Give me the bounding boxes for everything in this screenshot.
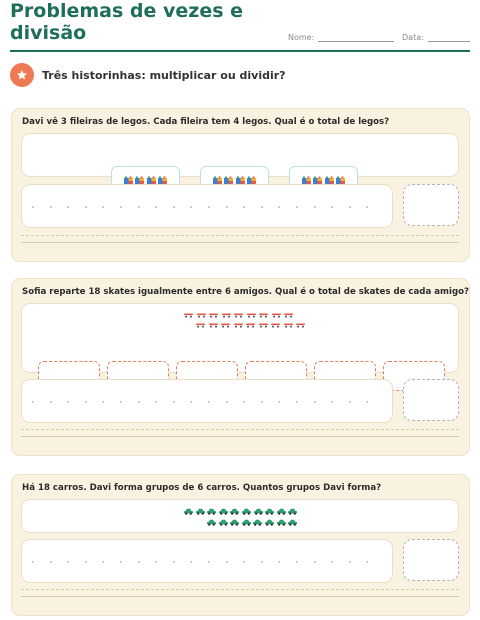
skateboard-icon: [209, 323, 218, 328]
writing-dot: [138, 401, 140, 403]
skate-illustration-panel: [21, 303, 459, 373]
writing-dot: [138, 561, 140, 563]
final-answer-box[interactable]: [403, 184, 459, 226]
problem-card-1: [11, 108, 470, 262]
writing-dot: [349, 206, 351, 208]
car-icon: [265, 519, 274, 526]
lego-icon: [224, 176, 233, 184]
writing-dot: [366, 561, 368, 563]
question-3: Há 18 carros. Davi forma grupos de 6 carros. Quantos grupos Davi forma?: [22, 483, 382, 493]
car-icon: [242, 508, 251, 515]
skateboard-icon: [296, 323, 305, 328]
writing-dot: [226, 561, 228, 563]
car-icon: [207, 519, 216, 526]
writing-dot: [208, 561, 210, 563]
writing-base-line: [21, 596, 459, 597]
writing-dot: [366, 401, 368, 403]
final-answer-box[interactable]: [403, 379, 459, 421]
skateboard-icon: [196, 323, 205, 328]
car-icon: [253, 519, 262, 526]
car-icon: [219, 519, 228, 526]
car-icon: [184, 508, 193, 515]
car-icon: [254, 508, 263, 515]
date-label: Data:: [402, 33, 424, 42]
writing-dot: [190, 206, 192, 208]
date-line: [428, 34, 470, 42]
writing-dot: [349, 401, 351, 403]
name-line: [318, 34, 394, 42]
name-field[interactable]: [288, 33, 394, 42]
working-answer-box[interactable]: [21, 539, 393, 583]
section-subtitle: Três historinhas: multiplicar ou dividir?: [42, 68, 286, 82]
car-illustration-panel: [21, 499, 459, 533]
skateboard-icon: [234, 313, 243, 318]
lego-icon: [336, 176, 345, 184]
writing-dot: [155, 561, 157, 563]
writing-dot: [155, 401, 157, 403]
writing-guide-line: [21, 589, 459, 590]
skateboard-icon: [247, 313, 256, 318]
writing-dot: [120, 401, 122, 403]
writing-dot: [261, 206, 263, 208]
lego-icon: [213, 176, 222, 184]
writing-base-line: [21, 436, 459, 437]
car-row-bottom: [207, 519, 300, 526]
writing-dot: [243, 401, 245, 403]
car-icon: [196, 508, 205, 515]
star-icon: [10, 63, 34, 87]
lego-icon: [236, 176, 245, 184]
writing-dot: [67, 561, 69, 563]
lego-icon: [147, 176, 156, 184]
writing-dot: [32, 561, 34, 563]
writing-dot: [331, 401, 333, 403]
lego-icon: [313, 176, 322, 184]
writing-dot: [261, 401, 263, 403]
writing-dot: [67, 206, 69, 208]
writing-dot: [102, 561, 104, 563]
writing-dot: [208, 206, 210, 208]
writing-dot: [50, 206, 52, 208]
writing-dot: [173, 561, 175, 563]
writing-guide-line: [21, 235, 459, 236]
writing-dot: [261, 561, 263, 563]
skateboard-icon: [221, 323, 230, 328]
writing-dot: [226, 401, 228, 403]
skate-row-bottom: [196, 323, 309, 328]
writing-dot: [243, 206, 245, 208]
writing-dot: [173, 206, 175, 208]
writing-dot: [102, 206, 104, 208]
writing-dot: [296, 206, 298, 208]
writing-dot: [85, 206, 87, 208]
lego-icon: [124, 176, 133, 184]
skateboard-icon: [284, 323, 293, 328]
working-answer-box[interactable]: [21, 184, 393, 228]
skateboard-icon: [234, 323, 243, 328]
section-heading: [10, 62, 286, 88]
writing-dot: [120, 561, 122, 563]
skateboard-icon: [222, 313, 231, 318]
writing-dot: [366, 206, 368, 208]
writing-dot: [226, 206, 228, 208]
car-row-top: [184, 508, 300, 515]
writing-dot: [278, 206, 280, 208]
lego-icon: [135, 176, 144, 184]
name-label: Nome:: [288, 33, 315, 42]
car-icon: [288, 519, 297, 526]
writing-dot: [120, 206, 122, 208]
page-title: Problemas de vezes e divisão: [10, 0, 244, 44]
final-answer-box[interactable]: [403, 539, 459, 581]
writing-guide-line: [21, 429, 459, 430]
writing-dot: [208, 401, 210, 403]
writing-dot: [278, 401, 280, 403]
lego-icon: [302, 176, 311, 184]
skateboard-icon: [184, 313, 193, 318]
writing-dot: [50, 401, 52, 403]
car-icon: [265, 508, 274, 515]
lego-icon: [325, 176, 334, 184]
car-icon: [230, 508, 239, 515]
writing-dot: [32, 206, 34, 208]
writing-dot: [190, 401, 192, 403]
skateboard-icon: [246, 323, 255, 328]
skateboard-icon: [259, 313, 268, 318]
car-icon: [219, 508, 228, 515]
car-icon: [242, 519, 251, 526]
problem-card-2: [11, 278, 470, 456]
skateboard-icon: [272, 313, 281, 318]
writing-dot: [243, 561, 245, 563]
writing-dot: [349, 561, 351, 563]
writing-dot: [331, 206, 333, 208]
worksheet-header: [10, 0, 470, 52]
writing-dot: [278, 561, 280, 563]
lego-icon: [247, 176, 256, 184]
skateboard-icon: [271, 323, 280, 328]
writing-dot: [190, 561, 192, 563]
writing-dot: [314, 561, 316, 563]
writing-dot: [67, 401, 69, 403]
problem-card-3: [11, 474, 470, 616]
writing-base-line: [21, 242, 459, 243]
skateboard-icon: [284, 313, 293, 318]
car-icon: [230, 519, 239, 526]
writing-dot: [314, 206, 316, 208]
writing-dot: [85, 401, 87, 403]
writing-dot: [102, 401, 104, 403]
writing-dot: [296, 561, 298, 563]
writing-dot: [173, 401, 175, 403]
writing-dot: [331, 561, 333, 563]
writing-dot: [314, 401, 316, 403]
skateboard-icon: [197, 313, 206, 318]
lego-icon: [158, 176, 167, 184]
writing-dot: [85, 561, 87, 563]
skateboard-icon: [209, 313, 218, 318]
date-field[interactable]: [402, 33, 470, 42]
writing-dot: [32, 401, 34, 403]
writing-dot: [296, 401, 298, 403]
writing-dot: [138, 206, 140, 208]
car-icon: [277, 519, 286, 526]
car-icon: [207, 508, 216, 515]
skateboard-icon: [259, 323, 268, 328]
skate-row-top: [184, 313, 297, 318]
car-icon: [288, 508, 297, 515]
working-answer-box[interactable]: [21, 379, 393, 423]
writing-dot: [155, 206, 157, 208]
writing-dot: [50, 561, 52, 563]
lego-illustration-panel: [21, 133, 459, 177]
car-icon: [277, 508, 286, 515]
question-1: Davi vê 3 fileiras de legos. Cada fileira tem 4 legos. Qual é o total de legos?: [22, 117, 390, 127]
question-2: Sofia reparte 18 skates igualmente entre 6 amigos. Qual é o total de skates de cada amigo?: [22, 287, 469, 297]
